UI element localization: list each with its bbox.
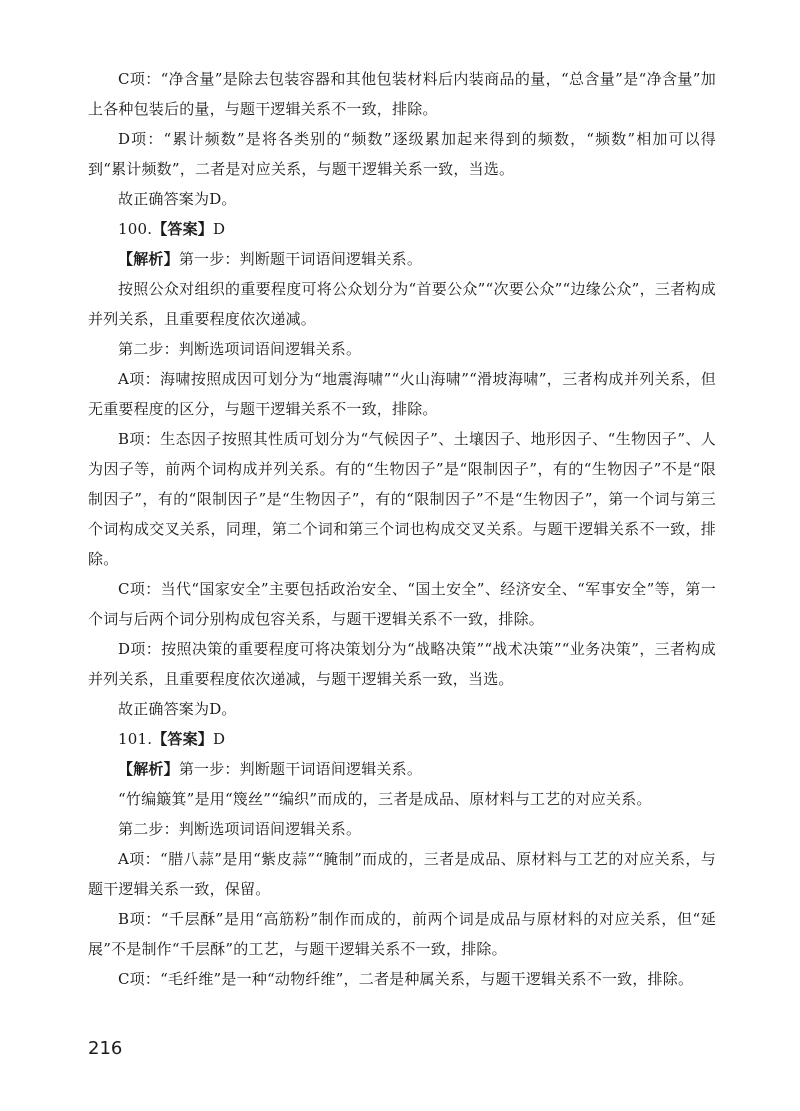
answer-explanations (88, 64, 716, 994)
paragraph-text: C项：“毛纤维”是一种“动物纤维”，二者是种属关系，与题干逻辑关系不一致，排除。 (118, 970, 694, 988)
paragraph-text: D项：按照决策的重要程度可将决策划分为“战略决策”“战术决策”“业务决策”，三者构成并列关系，且重要程度依次递减，与题干逻辑关系一致，当选。 (88, 640, 716, 688)
paragraph-a-option-laba-garlic (88, 844, 716, 904)
answer-label: 【答案】 (152, 730, 214, 748)
paragraph-text: A项：海啸按照成因可划分为“地震海啸”“火山海啸”“滑坡海啸”，三者构成并列关系，但无重要程度的区分，与题干逻辑关系不一致，排除。 (88, 370, 716, 418)
paragraph-text: B项：“千层酥”是用“高筋粉”制作而成的，前两个词是成品与原材料的对应关系，但“延展”不是制作“千层酥”的工艺，与题干逻辑关系不一致，排除。 (88, 910, 716, 958)
analysis-step-two-100 (88, 334, 716, 364)
analysis-step-one-101 (88, 754, 716, 784)
analysis-step-two-101 (88, 814, 716, 844)
paragraph-correct-answer-100 (88, 694, 716, 724)
analysis-step-one-100 (88, 244, 716, 274)
paragraph-c-option-national-security (88, 574, 716, 634)
paragraph-text: 故正确答案为D。 (118, 700, 237, 718)
paragraph-text: 第二步：判断选项词语间逻辑关系。 (118, 340, 362, 358)
paragraph-d-option-decisions (88, 634, 716, 694)
paragraph-b-option-ecological-factors (88, 424, 716, 574)
question-number: 101. (118, 730, 153, 748)
page-number: 216 (88, 1038, 123, 1059)
paragraph-text: D项：“累计频数”是将各类别的“频数”逐级累加起来得到的频数，“频数”相加可以得到“累计频数”，二者是对应关系，与题干逻辑关系一致，当选。 (88, 130, 716, 178)
paragraph-bamboo-dustpan (88, 784, 716, 814)
paragraph-text: 按照公众对组织的重要程度可将公众划分为“首要公众”“次要公众”“边缘公众”，三者构成并列关系，且重要程度依次递减。 (88, 280, 716, 328)
paragraph-c-option-wool-fiber (88, 964, 716, 994)
analysis-label: 【解析】 (118, 250, 179, 268)
paragraph-c-option-net-content (88, 64, 716, 124)
paragraph-text: 故正确答案为D。 (118, 190, 237, 208)
paragraph-b-option-puff-pastry (88, 904, 716, 964)
paragraph-text: C项：当代“国家安全”主要包括政治安全、“国土安全”、经济安全、“军事安全”等，第一个词与后两个词分别构成包容关系，与题干逻辑关系不一致，排除。 (88, 580, 716, 628)
answer-heading-100 (88, 214, 716, 244)
answer-label: 【答案】 (152, 220, 214, 238)
paragraph-correct-answer-99 (88, 184, 716, 214)
answer-value: D (213, 220, 226, 238)
paragraph-text: A项：“腊八蒜”是用“紫皮蒜”“腌制”而成的，三者是成品、原材料与工艺的对应关系，与题干逻辑关系一致，保留。 (88, 850, 716, 898)
paragraph-text: 第一步：判断题干词语间逻辑关系。 (178, 760, 423, 778)
paragraph-text: 第一步：判断题干词语间逻辑关系。 (178, 250, 423, 268)
question-number: 100. (118, 220, 153, 238)
paragraph-text: “竹编簸箕”是用“篾丝”“编织”而成的，三者是成品、原材料与工艺的对应关系。 (118, 790, 652, 808)
answer-heading-101 (88, 724, 716, 754)
answer-value: D (213, 730, 226, 748)
analysis-label: 【解析】 (118, 760, 179, 778)
paragraph-text: C项：“净含量”是除去包装容器和其他包装材料后内装商品的量，“总含量”是“净含量”加上各种包装后的量，与题干逻辑关系不一致，排除。 (88, 70, 716, 118)
paragraph-text: B项：生态因子按照其性质可划分为“气候因子”、土壤因子、地形因子、“生物因子”、人为因子等，前两个词构成并列关系。有的“生物因子”是“限制因子”，有的“生物因子”不是“限制因子”，有的“限制因子”是“生物因子”，有的“限制因子”不是“生物因子”，第一个词与第三个词构成交叉关系，同理，第二个词和第三个词也构成交叉关系。与题干逻辑关系不一致，排除。 (88, 430, 716, 568)
paragraph-a-option-tsunami (88, 364, 716, 424)
paragraph-d-option-cumulative-frequency (88, 124, 716, 184)
paragraph-text: 第二步：判断选项词语间逻辑关系。 (118, 820, 362, 838)
paragraph-public-classification (88, 274, 716, 334)
